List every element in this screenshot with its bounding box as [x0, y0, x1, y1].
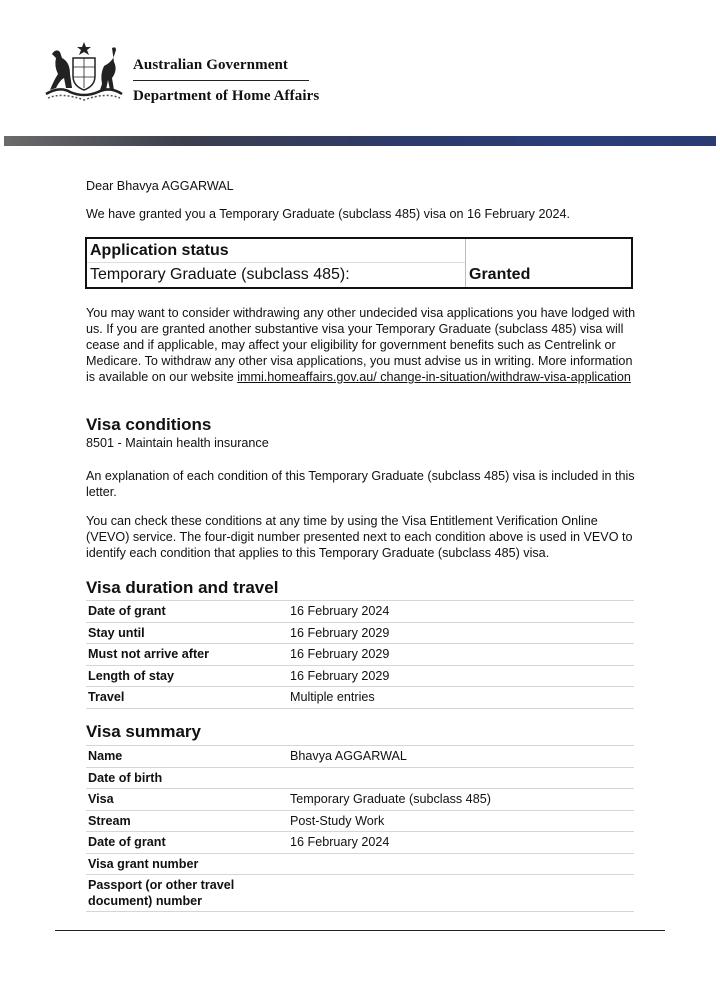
table-row — [86, 875, 634, 912]
greeting: Dear Bhavya AGGARWAL — [86, 179, 234, 193]
withdraw-link[interactable]: immi.homeaffairs.gov.au/ change-in-situation/withdraw-visa-application — [237, 370, 631, 384]
table-row — [86, 746, 634, 768]
row-key: Must not arrive after — [86, 644, 288, 666]
row-value: 16 February 2029 — [288, 665, 634, 687]
table-row — [86, 665, 634, 687]
row-value: 16 February 2029 — [288, 622, 634, 644]
row-key: Stream — [86, 810, 288, 832]
row-key: Visa — [86, 789, 288, 811]
row-key: Visa grant number — [86, 853, 288, 875]
application-status-box — [85, 237, 633, 289]
table-row — [86, 601, 634, 623]
row-key: Length of stay — [86, 665, 288, 687]
status-box-divider — [465, 239, 466, 287]
row-value: Multiple entries — [288, 687, 634, 709]
row-value — [288, 767, 634, 789]
agency-name — [133, 57, 319, 105]
table-row — [86, 644, 634, 666]
visa-duration-table — [86, 600, 634, 709]
status-heading: Application status — [90, 242, 229, 259]
row-value: 16 February 2024 — [288, 601, 634, 623]
visa-conditions-title: Visa conditions — [86, 415, 212, 434]
conditions-explanation: An explanation of each condition of this Temporary Graduate (subclass 485) visa is included in this letter. — [86, 469, 635, 499]
row-value: Post-Study Work — [288, 810, 634, 832]
grant-sentence: We have granted you a Temporary Graduate (subclass 485) visa on 16 February 2024. — [86, 207, 570, 221]
table-row — [86, 810, 634, 832]
row-value: Bhavya AGGARWAL — [288, 746, 634, 768]
agency-divider — [133, 80, 309, 81]
table-row — [86, 687, 634, 709]
letterhead — [0, 0, 720, 135]
visa-summary-table — [86, 745, 634, 912]
status-label: Temporary Graduate (subclass 485): — [90, 266, 350, 283]
row-key: Name — [86, 746, 288, 768]
visa-condition-item: 8501 - Maintain health insurance — [86, 436, 269, 450]
row-value — [288, 853, 634, 875]
row-value: Temporary Graduate (subclass 485) — [288, 789, 634, 811]
row-value: 16 February 2029 — [288, 644, 634, 666]
department-name: Department of Home Affairs — [133, 88, 320, 104]
row-key: Date of birth — [86, 767, 288, 789]
table-row — [86, 789, 634, 811]
withdraw-paragraph — [86, 305, 636, 385]
row-key: Date of grant — [86, 601, 288, 623]
withdraw-text: You may want to consider withdrawing any other undecided visa applications you have lodged with us. If you are granted another substantive visa your Temporary Graduate (subclass 485) visa will cease and if applicable, may affect your eligibility for government benefits such as Centrelink or Medicare. To withdraw any other visa applications, you must advise us in writing. More information is available on our website — [86, 306, 636, 384]
status-box-rule — [87, 262, 465, 263]
coat-of-arms-icon — [40, 40, 128, 104]
table-row — [86, 622, 634, 644]
row-key: Date of grant — [86, 832, 288, 854]
table-row — [86, 832, 634, 854]
row-value: 16 February 2024 — [288, 832, 634, 854]
government-name: Australian Government — [133, 57, 289, 73]
visa-summary-title: Visa summary — [86, 722, 201, 741]
table-row — [86, 853, 634, 875]
visa-duration-title: Visa duration and travel — [86, 578, 279, 597]
table-row — [86, 767, 634, 789]
row-value — [288, 875, 634, 912]
row-key: Passport (or other travel document) number — [86, 875, 288, 912]
status-value: Granted — [469, 266, 531, 283]
header-band — [4, 136, 716, 146]
footer-rule — [55, 930, 665, 931]
row-key: Travel — [86, 687, 288, 709]
vevo-paragraph: You can check these conditions at any time by using the Visa Entitlement Verification Online (VEVO) service. The four-digit number presented next to each condition above is used in VEVO to identify each condition that applies to this Temporary Graduate (subclass 485) visa. — [86, 514, 633, 560]
row-key: Stay until — [86, 622, 288, 644]
